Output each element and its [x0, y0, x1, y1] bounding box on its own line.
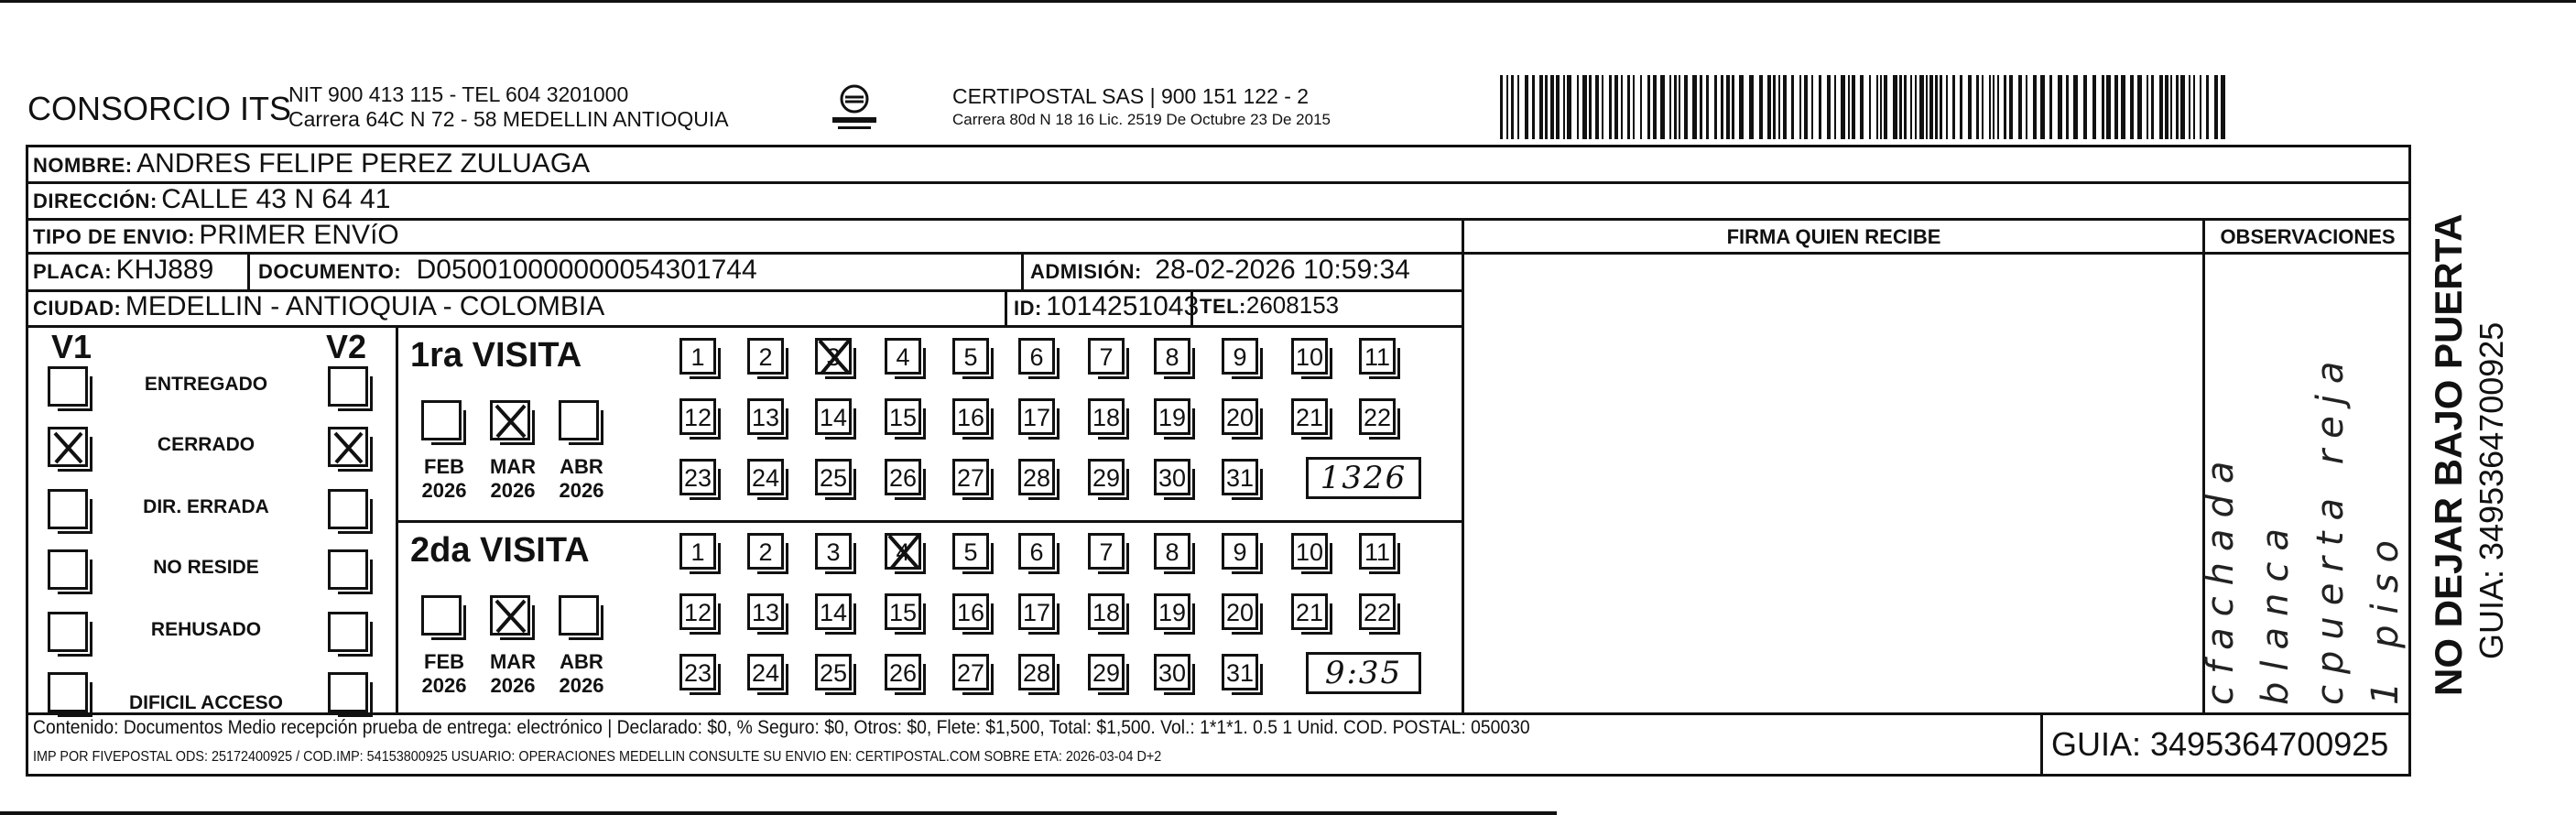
day-number: 24 [751, 464, 780, 492]
col-line [1005, 289, 1007, 325]
day-number: 20 [1225, 599, 1255, 626]
day-box[interactable] [1291, 533, 1328, 570]
day-box[interactable] [1088, 533, 1125, 570]
day-box[interactable] [679, 654, 716, 690]
handwritten-time-box[interactable]: 9:35 [1306, 652, 1421, 694]
row-line [396, 520, 1462, 523]
check-mark-icon [886, 534, 922, 570]
no-dejar-bajo-puerta: NO DEJAR BAJO PUERTA [2427, 213, 2470, 696]
day-number: 19 [1158, 404, 1187, 431]
month-label: ABR [560, 650, 603, 673]
side-guia: GUIA: 3495364700925 [2473, 321, 2510, 659]
carrier-line-1: CERTIPOSTAL SAS | 900 151 122 - 2 [952, 84, 1310, 108]
day-number: 23 [683, 659, 712, 687]
day-number: 17 [1022, 599, 1051, 626]
day-box[interactable] [1088, 398, 1125, 435]
day-number: 2 [758, 538, 773, 566]
v1-checkbox[interactable] [48, 427, 88, 467]
day-box[interactable] [952, 593, 989, 630]
handwritten-note: cfachada blanca [2200, 450, 2297, 705]
day-number: 23 [683, 464, 712, 492]
day-number: 9 [1233, 538, 1247, 566]
direccion-row [33, 184, 390, 215]
day-box[interactable] [1291, 398, 1328, 435]
day-number: 3 [826, 343, 841, 371]
day-box[interactable] [1154, 533, 1190, 570]
day-number: 25 [819, 659, 848, 687]
day-number: 26 [888, 464, 918, 492]
placa-label: PLACA: [33, 260, 113, 283]
day-number: 31 [1225, 659, 1255, 687]
day-number: 8 [1165, 538, 1179, 566]
day-number: 18 [1092, 404, 1121, 431]
day-number: 28 [1022, 659, 1051, 687]
day-number: 24 [751, 659, 780, 687]
day-box[interactable] [1018, 338, 1055, 375]
day-box[interactable] [1154, 654, 1190, 690]
day-box[interactable] [679, 593, 716, 630]
direccion-label: DIRECCIÓN: [33, 190, 158, 212]
day-box[interactable] [679, 338, 716, 375]
documento-label: DOCUMENTO: [258, 260, 402, 283]
v1-checkbox[interactable] [48, 366, 88, 407]
day-box[interactable] [1154, 459, 1190, 495]
day-box[interactable] [815, 654, 852, 690]
v2-checkbox[interactable] [328, 612, 368, 652]
visit-title: 2da VISITA [410, 531, 590, 570]
day-number: 7 [1099, 538, 1114, 566]
nombre-row [33, 148, 590, 179]
day-number: 26 [888, 659, 918, 687]
day-box[interactable] [885, 398, 921, 435]
day-number: 1 [690, 343, 705, 371]
day-box[interactable] [952, 533, 989, 570]
tel-row [1200, 291, 1339, 320]
footer-imp: IMP POR FIVEPOSTAL ODS: 25172400925 / COD.IMP: 54153800925 USUARIO: OPERACIONES MEDELLIN CONSULTE SU ENVIO EN: CERTIPOSTAL.COM SOBRE ETA: 2026-03-04 D+2 [33, 749, 1162, 765]
v2-header: V2 [326, 328, 367, 365]
check-mark-icon [493, 598, 529, 635]
ciudad-row [33, 291, 604, 322]
day-box[interactable] [1222, 533, 1258, 570]
day-number: 6 [1029, 343, 1044, 371]
day-number: 21 [1295, 599, 1324, 626]
day-number: 25 [819, 464, 848, 492]
day-number: 4 [896, 538, 910, 566]
day-number: 30 [1158, 464, 1187, 492]
day-box[interactable] [1018, 654, 1055, 690]
day-number: 7 [1099, 343, 1114, 371]
footer-guia: GUIA: 3495364700925 [2051, 725, 2389, 763]
day-number: 12 [683, 404, 712, 431]
day-number: 12 [683, 599, 712, 626]
day-box[interactable] [1088, 654, 1125, 690]
barcode [1500, 75, 2229, 139]
day-box[interactable] [1018, 593, 1055, 630]
handwritten-note: cpuerta reja [2310, 350, 2352, 705]
tipo-row [33, 220, 399, 251]
check-mark-icon [493, 403, 529, 440]
month-checkbox[interactable] [490, 595, 530, 636]
day-number: 27 [956, 659, 985, 687]
day-box[interactable] [952, 459, 989, 495]
day-box[interactable] [952, 398, 989, 435]
day-box[interactable] [1154, 338, 1190, 375]
day-box[interactable] [1359, 533, 1396, 570]
id-label: ID: [1014, 297, 1042, 320]
check-mark-icon [816, 339, 853, 375]
day-box[interactable] [1222, 338, 1258, 375]
day-box[interactable] [1088, 338, 1125, 375]
day-box[interactable] [1018, 459, 1055, 495]
v2-checkbox[interactable] [328, 427, 368, 467]
day-number: 4 [896, 343, 910, 371]
company-name: CONSORCIO ITS [27, 90, 292, 127]
v1-checkbox[interactable] [48, 612, 88, 652]
day-box[interactable] [885, 338, 921, 375]
day-box[interactable] [1018, 533, 1055, 570]
month-checkbox[interactable] [421, 595, 462, 636]
check-mark-icon [50, 429, 87, 466]
day-number: 13 [751, 599, 780, 626]
day-box[interactable] [747, 654, 784, 690]
visit-title: 1ra VISITA [410, 336, 582, 375]
month-checkbox[interactable] [421, 400, 462, 440]
footer-contenido: Contenido: Documentos Medio recepción prueba de entrega: electrónico | Declarado: $0, % Seguro: $0, Otros: $0, Flete: $1,500, Total: $1,500. Vol.: 1*1*1. 0.5 1 Unid. COD. POSTAL: 050030 [33, 717, 1530, 738]
year-label: 2026 [421, 674, 467, 697]
day-box[interactable] [815, 338, 852, 375]
day-box[interactable] [815, 593, 852, 630]
day-box[interactable] [952, 338, 989, 375]
year-label: 2026 [421, 479, 467, 502]
day-box[interactable] [1291, 338, 1328, 375]
day-box[interactable] [1291, 593, 1328, 630]
day-number: 27 [956, 464, 985, 492]
day-number: 19 [1158, 599, 1187, 626]
day-box[interactable] [1222, 459, 1258, 495]
documento-row [258, 255, 757, 286]
day-box[interactable] [747, 593, 784, 630]
day-box[interactable] [815, 398, 852, 435]
observaciones-header: OBSERVACIONES [2220, 225, 2396, 248]
tel-value: 2608153 [1245, 291, 1340, 319]
direccion-value: CALLE 43 N 64 41 [161, 184, 391, 214]
day-number: 28 [1022, 464, 1051, 492]
id-row [1014, 291, 1199, 322]
day-number: 20 [1225, 404, 1255, 431]
day-box[interactable] [747, 459, 784, 495]
check-mark-icon [331, 429, 367, 466]
day-box[interactable] [1359, 338, 1396, 375]
row-line [26, 712, 2411, 715]
month-checkbox[interactable] [559, 595, 599, 636]
month-label: FEB [424, 650, 464, 673]
day-number: 1 [690, 538, 705, 566]
carrier-line-2: Carrera 80d N 18 16 Lic. 2519 De Octubre 23 De 2015 [952, 111, 1331, 128]
status-label: NO RESIDE [153, 557, 259, 578]
company-line-2: Carrera 64C N 72 - 58 MEDELLIN ANTIOQUIA [288, 107, 729, 131]
day-box[interactable] [885, 654, 921, 690]
day-number: 22 [1363, 404, 1392, 431]
day-number: 8 [1165, 343, 1179, 371]
year-label: 2026 [559, 479, 604, 502]
day-number: 16 [956, 404, 985, 431]
col-line [1021, 252, 1024, 289]
day-number: 5 [963, 538, 978, 566]
company-line-1: NIT 900 413 115 - TEL 604 3201000 [288, 82, 629, 106]
day-box[interactable] [1359, 398, 1396, 435]
day-number: 15 [888, 599, 918, 626]
status-label: CERRADO [157, 434, 255, 455]
day-number: 29 [1092, 464, 1121, 492]
observaciones-notes [2193, 275, 2413, 714]
handwritten-note: 1 piso [2364, 529, 2407, 705]
day-number: 15 [888, 404, 918, 431]
status-label: ENTREGADO [144, 374, 268, 395]
day-box[interactable] [1154, 398, 1190, 435]
status-label: DIR. ERRADA [143, 496, 269, 517]
day-box[interactable] [1154, 593, 1190, 630]
day-number: 6 [1029, 538, 1044, 566]
month-checkbox[interactable] [559, 400, 599, 440]
month-label: MAR [489, 650, 537, 673]
day-box[interactable] [952, 654, 989, 690]
day-number: 29 [1092, 659, 1121, 687]
day-number: 5 [963, 343, 978, 371]
day-number: 11 [1364, 343, 1391, 371]
month-checkbox[interactable] [490, 400, 530, 440]
certipostal-logo [829, 81, 880, 134]
day-box[interactable] [815, 533, 852, 570]
day-box[interactable] [679, 398, 716, 435]
v1-checkbox[interactable] [48, 672, 88, 712]
col-line [1462, 218, 1464, 712]
day-number: 31 [1225, 464, 1255, 492]
day-number: 22 [1363, 599, 1392, 626]
month-label: FEB [424, 455, 464, 478]
col-line [2040, 712, 2043, 777]
v1-checkbox[interactable] [48, 489, 88, 529]
day-box[interactable] [1088, 593, 1125, 630]
day-number: 3 [826, 538, 841, 566]
day-number: 18 [1092, 599, 1121, 626]
day-number: 10 [1295, 538, 1324, 566]
v2-checkbox[interactable] [328, 549, 368, 590]
day-box[interactable] [747, 533, 784, 570]
day-box[interactable] [1222, 654, 1258, 690]
day-box[interactable] [747, 398, 784, 435]
day-box[interactable] [1088, 459, 1125, 495]
ciudad-value: MEDELLIN - ANTIOQUIA - COLOMBIA [125, 291, 605, 321]
id-value: 1014251043 [1046, 291, 1200, 321]
day-number: 16 [956, 599, 985, 626]
day-number: 30 [1158, 659, 1187, 687]
day-number: 14 [819, 599, 848, 626]
day-number: 21 [1295, 404, 1324, 431]
day-number: 2 [758, 343, 773, 371]
ciudad-label: CIUDAD: [33, 297, 122, 320]
bottom-rule [0, 811, 1557, 815]
nombre-label: NOMBRE: [33, 154, 133, 177]
day-number: 10 [1295, 343, 1324, 371]
v2-checkbox[interactable] [328, 366, 368, 407]
year-label: 2026 [490, 479, 536, 502]
placa-row [33, 255, 213, 286]
nombre-value: ANDRES FELIPE PEREZ ZULUAGA [136, 148, 591, 179]
documento-value: D050010000000054301744 [416, 255, 757, 285]
day-box[interactable] [679, 533, 716, 570]
month-label: MAR [489, 455, 537, 478]
day-number: 9 [1233, 343, 1247, 371]
day-box[interactable] [1222, 593, 1258, 630]
admision-row [1030, 255, 1410, 286]
admision-label: ADMISIÓN: [1030, 260, 1142, 283]
v2-checkbox[interactable] [328, 489, 368, 529]
status-label: DIFICIL ACCESO [128, 692, 283, 713]
v1-checkbox[interactable] [48, 549, 88, 590]
v2-checkbox[interactable] [328, 672, 368, 712]
day-box[interactable] [1018, 398, 1055, 435]
day-box[interactable] [885, 459, 921, 495]
status-label: REHUSADO [150, 619, 262, 640]
year-label: 2026 [490, 674, 536, 697]
year-label: 2026 [559, 674, 604, 697]
day-box[interactable] [885, 533, 921, 570]
placa-value: KHJ889 [115, 255, 214, 285]
v1-header: V1 [51, 328, 92, 365]
firma-header: FIRMA QUIEN RECIBE [1726, 225, 1941, 248]
day-box[interactable] [815, 459, 852, 495]
day-box[interactable] [1359, 593, 1396, 630]
day-number: 14 [819, 404, 848, 431]
row-line [26, 325, 1462, 328]
day-number: 17 [1022, 404, 1051, 431]
handwritten-time-box[interactable]: 1326 [1306, 457, 1421, 499]
tipo-label: TIPO DE ENVIO: [33, 225, 195, 248]
admision-value: 28-02-2026 10:59:34 [1155, 255, 1410, 285]
col-line [247, 252, 250, 289]
tel-label: TEL: [1200, 295, 1246, 318]
day-box[interactable] [1222, 398, 1258, 435]
day-box[interactable] [679, 459, 716, 495]
day-box[interactable] [885, 593, 921, 630]
month-label: ABR [560, 455, 603, 478]
day-number: 11 [1364, 538, 1391, 566]
col-line [396, 325, 398, 712]
day-box[interactable] [747, 338, 784, 375]
day-number: 13 [751, 404, 780, 431]
top-rule [0, 0, 2576, 3]
tipo-value: PRIMER ENVíO [199, 220, 399, 250]
